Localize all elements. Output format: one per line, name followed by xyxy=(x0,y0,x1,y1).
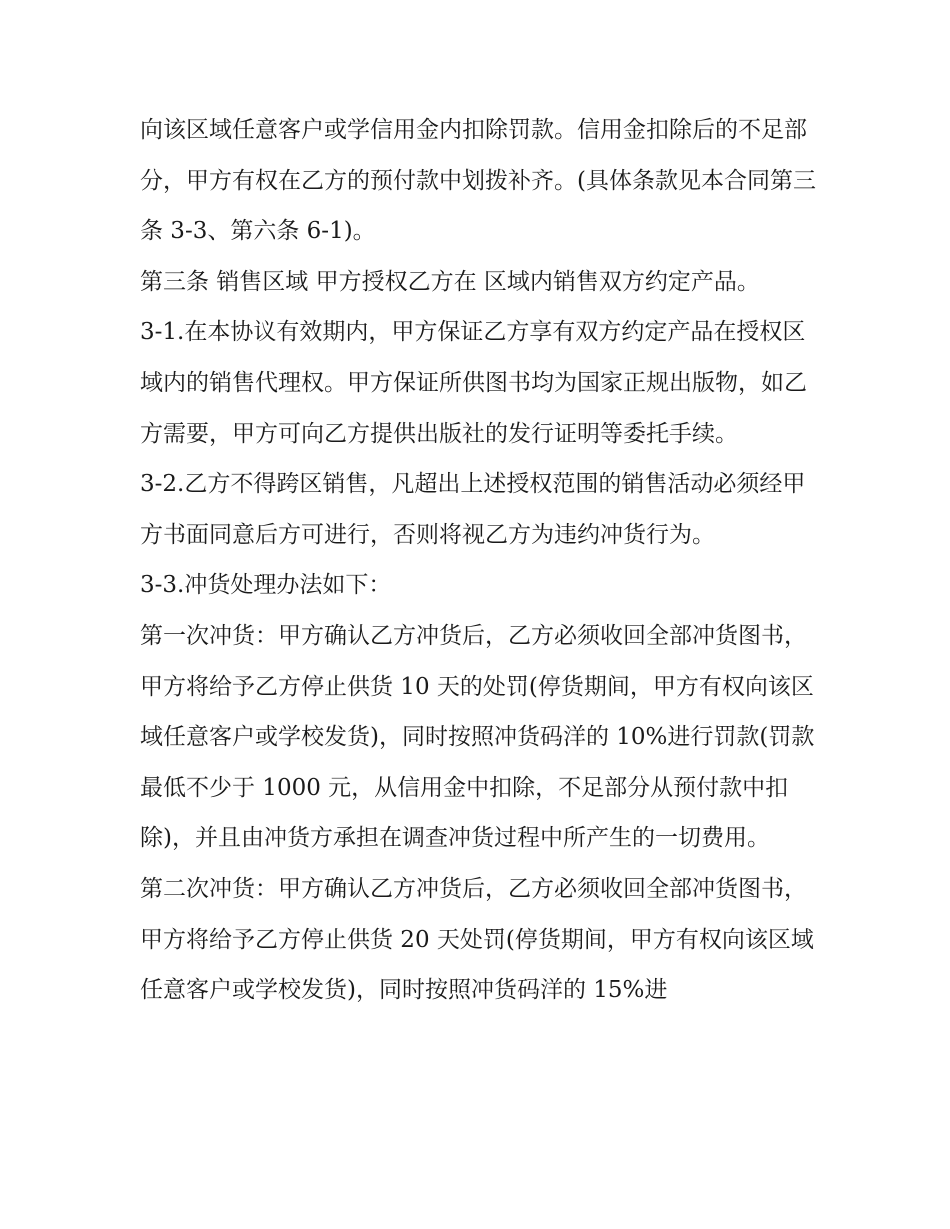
document-body xyxy=(140,105,820,1016)
paragraph-first-violation: 第一次冲货：甲方确认乙方冲货后，乙方必须收回全部冲货图书，甲方将给予乙方停止供货 10 天的处罚(停货期间，甲方有权向该区域任意客户或学校发货)，同时按照冲货码洋的 10%进行罚款(罚款最低不少于 1000 元，从信用金中扣除，不足部分从预付款中扣除)，并且由冲货方承担在调查冲货过程中所产生的一切费用。 xyxy=(140,622,815,852)
paragraph-article-3-sales-region: 第三条 销售区域 甲方授权乙方在 区域内销售双方约定产品。 xyxy=(140,268,760,295)
paragraph-clause-3-3: 3-3.冲货处理办法如下： xyxy=(140,572,392,599)
paragraph-second-violation: 第二次冲货：甲方确认乙方冲货后，乙方必须收回全部冲货图书，甲方将给予乙方停止供货 20 天处罚(停货期间，甲方有权向该区域任意客户或学校发货)，同时按照冲货码洋的 15%进 xyxy=(140,875,814,1004)
paragraph-credit-deduction: 向该区域任意客户或学信用金内扣除罚款。信用金扣除后的不足部分，甲方有权在乙方的预付款中划拨补齐。(具体条款见本合同第三条 3-3、第六条 6-1)。 xyxy=(140,117,816,245)
paragraph-clause-3-1: 3-1.在本协议有效期内，甲方保证乙方享有双方约定产品在授权区域内的销售代理权。甲方保证所供图书均为国家正规出版物，如乙方需要，甲方可向乙方提供出版社的发行证明等委托手续。 xyxy=(140,319,807,447)
paragraph-clause-3-2: 3-2.乙方不得跨区销售，凡超出上述授权范围的销售活动必须经甲方书面同意后方可进行，否则将视乙方为违约冲货行为。 xyxy=(140,471,806,548)
